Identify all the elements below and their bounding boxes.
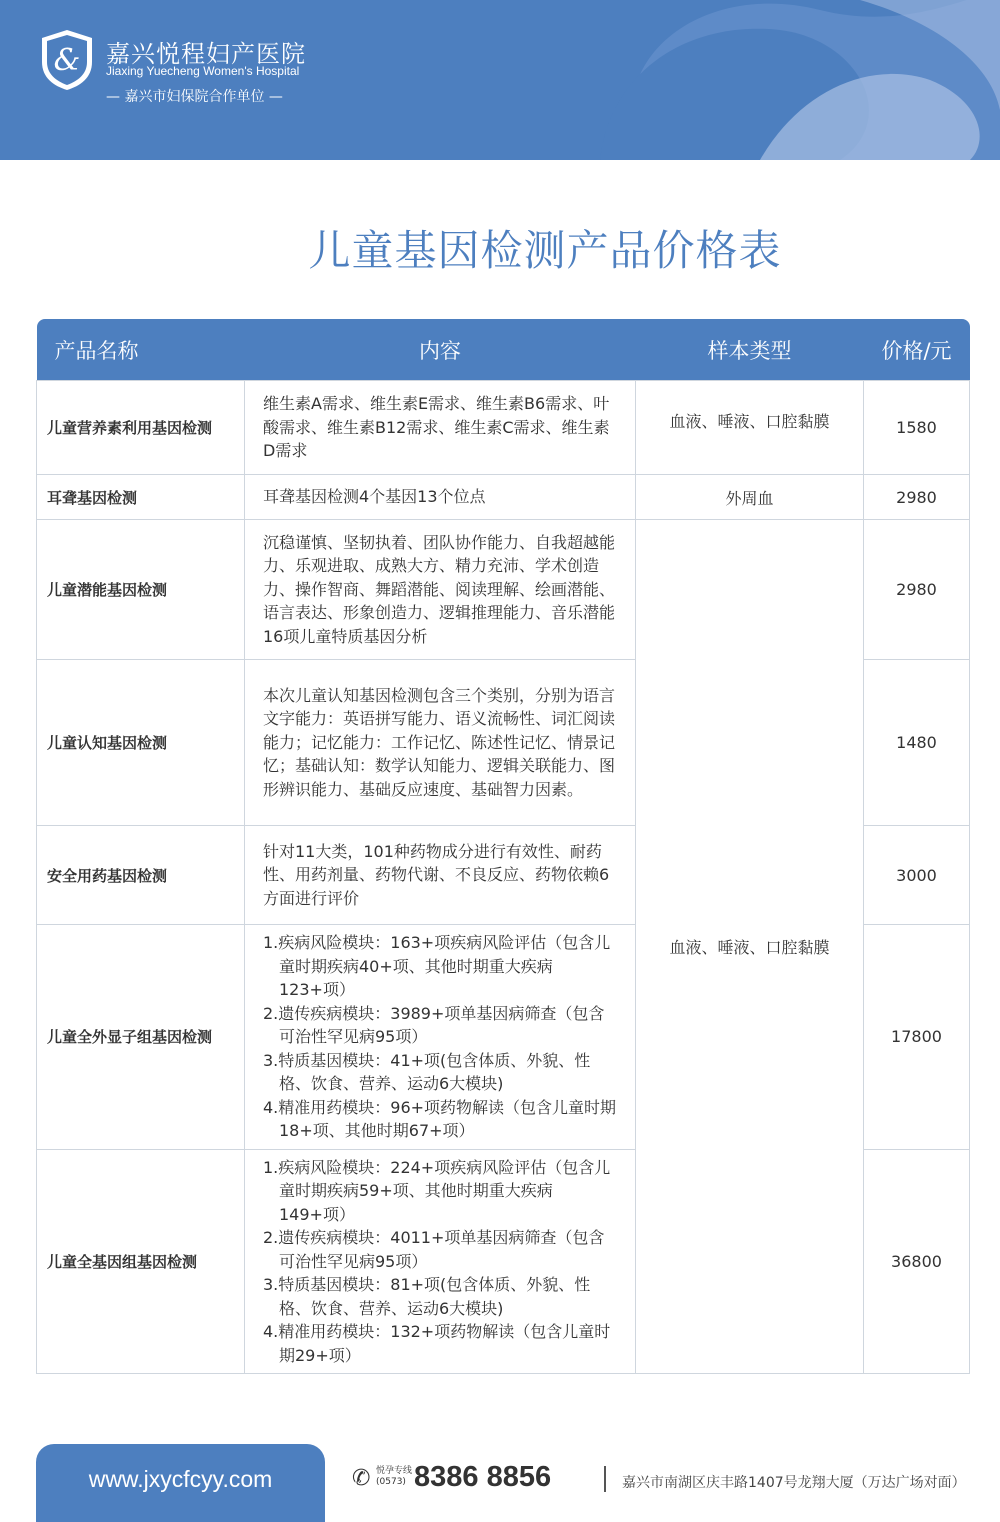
page-title: 儿童基因检测产品价格表 — [308, 226, 782, 275]
sample-type: 血液、唾液、口腔黏膜 — [636, 381, 864, 475]
partner-note: — 嘉兴市妇保院合作单位 — — [106, 89, 283, 105]
price-table — [36, 319, 970, 1374]
product-price: 36800 — [864, 1149, 970, 1374]
product-price: 17800 — [864, 925, 970, 1150]
table-row — [37, 475, 970, 520]
product-price: 3000 — [864, 826, 970, 925]
address: 嘉兴市南湖区庆丰路1407号龙翔大厦（万达广场对面） — [622, 1475, 966, 1491]
list-item: 4.精准用药模块：132+项药物解读（包含儿童时期29+项） — [263, 1322, 611, 1365]
list-item: 3.特质基因模块：41+项(包含体质、外貌、性格、饮食、营养、运动6大模块) — [263, 1050, 591, 1093]
list-item: 1.疾病风险模块：163+项疾病风险评估（包含儿童时期疾病40+项、其他时期重大疾病123+项） — [263, 933, 611, 999]
area-code: (0573) — [376, 1477, 406, 1487]
product-price: 1480 — [864, 660, 970, 826]
product-content: 耳聋基因检测4个基因13个位点 — [245, 475, 636, 520]
product-content: 维生素A需求、维生素E需求、维生素B6需求、叶酸需求、维生素B12需求、维生素C需求、维生素D需求 — [245, 381, 636, 475]
header-product-name: 产品名称 — [37, 319, 245, 381]
product-content-list — [245, 1149, 636, 1374]
hospital-name-en: Jiaxing Yuecheng Women's Hospital — [106, 64, 300, 78]
decorative-swirl — [0, 0, 1000, 160]
phone-label — [376, 1466, 412, 1488]
product-name: 儿童营养素利用基因检测 — [37, 381, 245, 475]
sample-type: 外周血 — [636, 475, 864, 520]
phone-number[interactable]: 8386 8856 — [414, 1461, 552, 1493]
footer-website-bar — [36, 1444, 325, 1522]
product-content-list — [245, 925, 636, 1150]
list-item: 4.精准用药模块：96+项药物解读（包含儿童时期18+项、其他时期67+项） — [263, 1097, 617, 1140]
product-price: 2980 — [864, 520, 970, 660]
table-row — [37, 520, 970, 660]
page-header — [0, 0, 1000, 160]
product-name: 儿童认知基因检测 — [37, 660, 245, 826]
list-item: 1.疾病风险模块：224+项疾病风险评估（包含儿童时期疾病59+项、其他时期重大疾病149+项） — [263, 1157, 611, 1224]
product-content: 针对11大类，101种药物成分进行有效性、耐药性、用药剂量、药物代谢、不良反应、药物依赖6方面进行评价 — [245, 826, 636, 925]
product-price: 1580 — [864, 381, 970, 475]
product-name: 儿童潜能基因检测 — [37, 520, 245, 660]
website-link[interactable]: www.jxycfcyy.com — [88, 1466, 273, 1492]
phone-label-text: 悦孕专线 — [376, 1466, 413, 1476]
product-content: 本次儿童认知基因检测包含三个类别，分别为语言文字能力：英语拼写能力、语义流畅性、词汇阅读能力；记忆能力：工作记忆、陈述性记忆、情景记忆；基础认知：数学认知能力、逻辑关联能力、图形辨识能力、基础反应速度、基础智力因素。 — [245, 660, 636, 826]
list-item: 2.遗传疾病模块：4011+项单基因病筛查（包含可治性罕见病95项） — [263, 1228, 605, 1271]
table-row — [37, 381, 970, 475]
header-sample-type: 样本类型 — [636, 319, 864, 381]
table-header-row — [37, 319, 970, 381]
product-content: 沉稳谨慎、坚韧执着、团队协作能力、自我超越能力、乐观进取、成熟大方、精力充沛、学术创造力、操作智商、舞蹈潜能、阅读理解、绘画潜能、语言表达、形象创造力、逻辑推理能力、音乐潜能16项儿童特质基因分析 — [245, 520, 636, 660]
footer-divider — [604, 1466, 606, 1492]
header-price: 价格/元 — [864, 319, 970, 381]
hospital-logo-icon — [40, 28, 94, 92]
phone-icon: ✆ — [352, 1466, 371, 1491]
product-name: 儿童全外显子组基因检测 — [37, 925, 245, 1150]
svg-text:&: & — [53, 43, 81, 78]
shared-sample-type: 血液、唾液、口腔黏膜 — [636, 520, 864, 1374]
header-content: 内容 — [245, 319, 636, 381]
product-name: 耳聋基因检测 — [37, 475, 245, 520]
product-name: 儿童全基因组基因检测 — [37, 1149, 245, 1374]
product-price: 2980 — [864, 475, 970, 520]
list-item: 3.特质基因模块：81+项(包含体质、外貌、性格、饮食、营养、运动6大模块) — [263, 1275, 591, 1318]
product-name: 安全用药基因检测 — [37, 826, 245, 925]
hospital-name-cn: 嘉兴悦程妇产医院 — [106, 40, 306, 68]
list-item: 2.遗传疾病模块：3989+项单基因病筛查（包含可治性罕见病95项） — [263, 1003, 605, 1046]
